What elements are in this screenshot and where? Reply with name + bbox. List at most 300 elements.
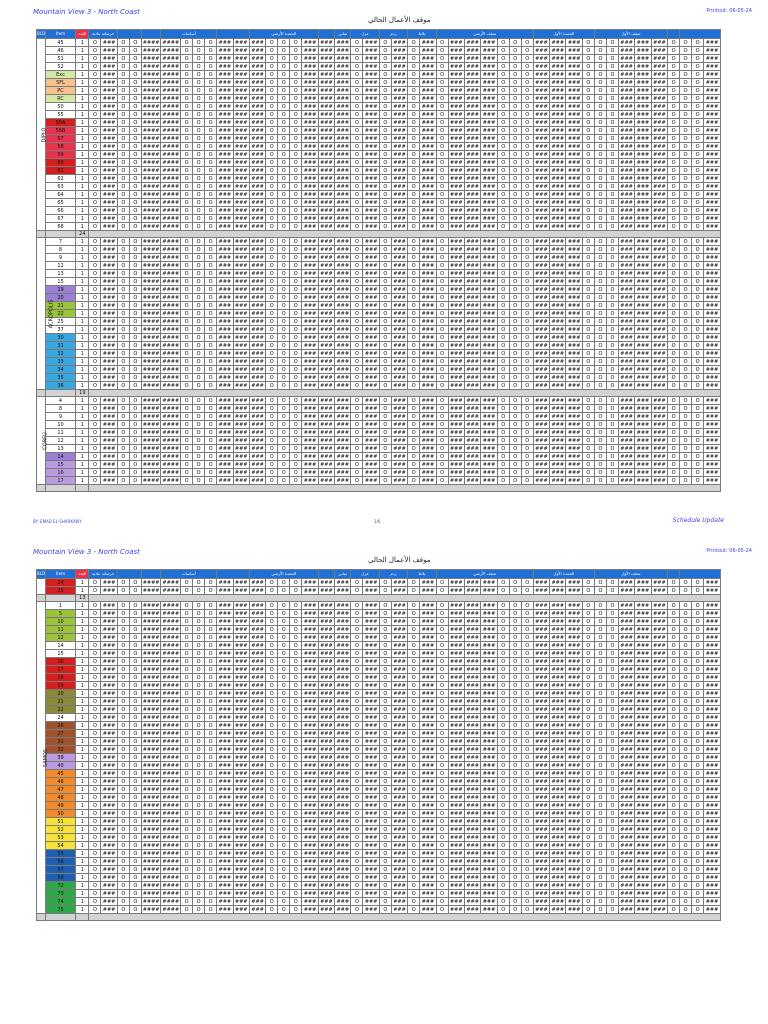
status-cell: ###	[251, 175, 264, 182]
status-cell: ###	[567, 270, 581, 277]
status-cell: O	[278, 786, 290, 794]
status-cell: ###	[653, 278, 666, 285]
status-cell: ###	[364, 294, 378, 301]
status-cell: O	[668, 834, 680, 842]
status-cell: O	[408, 47, 420, 55]
status-cell: O	[290, 294, 302, 302]
status-cell: ###	[320, 587, 333, 594]
status-cell: O	[205, 262, 217, 270]
status-cell: ###	[251, 453, 264, 460]
status-cell: ###	[303, 722, 317, 729]
status-cell: ###	[636, 270, 650, 277]
status-cell: O	[497, 618, 509, 626]
status-cell: O	[351, 770, 363, 778]
status-cell: ###	[567, 318, 581, 325]
status-cell: O	[606, 802, 618, 810]
status-cell: O	[408, 334, 420, 342]
status-cell: O	[205, 818, 217, 826]
status-cell: O	[668, 238, 680, 246]
status-cell: O	[290, 898, 302, 906]
status-cell: O	[521, 111, 533, 119]
status-cell: ####	[142, 71, 160, 78]
status-cell: O	[278, 818, 290, 826]
status-cell: O	[89, 103, 101, 111]
status-cell: O	[205, 55, 217, 63]
status-cell: O	[594, 342, 606, 350]
status-cell: O	[205, 286, 217, 294]
status-cell: ###	[364, 47, 378, 54]
status-cell: 1	[76, 421, 89, 429]
status-cell: ###	[653, 437, 666, 444]
schedule-table	[36, 29, 721, 492]
status-cell: O	[680, 587, 692, 595]
status-cell: ###	[482, 238, 496, 245]
status-cell: ###	[320, 127, 333, 134]
status-cell: ###	[567, 778, 581, 785]
status-cell: O	[594, 366, 606, 374]
status-cell: O	[89, 270, 101, 278]
status-cell: O	[129, 286, 141, 294]
status-cell: ###	[251, 254, 264, 261]
status-cell: O	[379, 477, 391, 485]
status-cell: O	[290, 706, 302, 714]
status-cell: O	[606, 738, 618, 746]
status-cell: ###	[551, 421, 565, 428]
status-cell: ###	[636, 79, 650, 86]
status-cell: O	[117, 770, 129, 778]
status-cell: O	[351, 286, 363, 294]
status-cell: O	[278, 159, 290, 167]
status-cell: O	[266, 254, 278, 262]
status-cell: O	[193, 650, 205, 658]
status-cell: ###	[320, 135, 333, 142]
status-cell: ###	[535, 405, 548, 412]
status-cell: O	[278, 334, 290, 342]
status-cell: O	[117, 103, 129, 111]
status-cell: ###	[551, 642, 565, 649]
status-cell: O	[129, 477, 141, 485]
status-cell: ###	[449, 326, 463, 333]
status-cell: O	[668, 215, 680, 223]
status-cell: ####	[142, 294, 160, 301]
status-cell: O	[668, 429, 680, 437]
status-cell: ###	[303, 602, 317, 609]
status-cell: ###	[535, 690, 548, 697]
status-cell: ###	[704, 477, 721, 485]
table-row	[37, 722, 721, 730]
status-cell: O	[668, 469, 680, 477]
status-cell: O	[129, 151, 141, 159]
status-cell: O	[129, 270, 141, 278]
status-cell: O	[129, 87, 141, 95]
status-cell: O	[205, 382, 217, 390]
status-cell: O	[205, 810, 217, 818]
status-cell: O	[379, 754, 391, 762]
status-cell: ###	[251, 79, 264, 86]
status-cell: ###	[320, 642, 333, 649]
status-cell: O	[436, 223, 448, 231]
status-cell: O	[266, 143, 278, 151]
status-cell: O	[521, 722, 533, 730]
status-cell: O	[692, 882, 704, 890]
status-cell: O	[351, 326, 363, 334]
status-cell: ###	[303, 191, 317, 198]
status-cell: O	[497, 642, 509, 650]
item-cell: 1	[45, 602, 76, 610]
status-cell: O	[379, 342, 391, 350]
status-cell: ###	[364, 746, 378, 753]
status-cell: ###	[620, 730, 633, 737]
status-cell: O	[606, 79, 618, 87]
schedule-table	[36, 569, 721, 921]
status-cell: ###	[567, 834, 581, 841]
status-cell: ###	[567, 818, 581, 825]
status-cell: O	[436, 342, 448, 350]
status-cell: O	[497, 334, 509, 342]
status-cell: ###	[551, 762, 565, 769]
status-cell: ####	[162, 874, 180, 881]
status-cell: ###	[620, 802, 633, 809]
status-cell: 1	[76, 890, 89, 898]
status-cell: ###	[620, 223, 633, 230]
status-cell: ###	[535, 890, 548, 897]
table-row	[37, 39, 721, 47]
item-cell: 63	[45, 183, 76, 191]
status-cell: ###	[234, 477, 248, 484]
column-header-group: الحمدة الأول	[533, 30, 594, 39]
status-cell: ###	[336, 215, 350, 222]
status-cell: ###	[704, 579, 721, 587]
status-cell: ###	[636, 890, 650, 897]
status-cell: ###	[653, 858, 666, 865]
status-cell: ###	[567, 191, 581, 198]
status-cell: ###	[303, 294, 317, 301]
status-cell: O	[193, 842, 205, 850]
status-cell: O	[680, 159, 692, 167]
status-cell: O	[351, 858, 363, 866]
status-cell: ###	[482, 167, 496, 174]
status-cell: ####	[162, 666, 180, 673]
status-cell: ###	[653, 650, 666, 657]
status-cell: ###	[551, 682, 565, 689]
item-cell: 57	[45, 135, 76, 143]
status-cell: O	[290, 286, 302, 294]
status-cell: O	[692, 374, 704, 382]
status-cell: O	[89, 151, 101, 159]
status-cell: O	[193, 858, 205, 866]
status-cell: ###	[636, 39, 650, 46]
status-cell: ###	[653, 111, 666, 118]
status-cell: O	[497, 326, 509, 334]
status-cell: ####	[142, 207, 160, 214]
status-cell: O	[89, 71, 101, 79]
status-cell: O	[509, 286, 521, 294]
status-cell: ###	[393, 810, 406, 817]
status-cell: ###	[466, 602, 479, 609]
status-cell: O	[129, 183, 141, 191]
status-cell: O	[181, 477, 193, 485]
status-cell: O	[181, 722, 193, 730]
status-cell: ###	[653, 850, 666, 857]
status-cell: ###	[567, 802, 581, 809]
status-cell: ###	[303, 746, 317, 753]
status-cell: O	[89, 302, 101, 310]
status-cell: O	[290, 762, 302, 770]
status-cell: ###	[620, 826, 633, 833]
status-cell: O	[436, 618, 448, 626]
status-cell: O	[582, 71, 594, 79]
status-cell: O	[117, 326, 129, 334]
status-cell: O	[129, 254, 141, 262]
status-cell: ####	[162, 143, 180, 150]
status-cell: O	[379, 730, 391, 738]
status-cell: O	[582, 167, 594, 175]
status-cell: ###	[218, 382, 232, 389]
status-cell: O	[89, 469, 101, 477]
status-cell: O	[205, 794, 217, 802]
status-cell: ###	[421, 802, 435, 809]
status-cell: ###	[620, 183, 633, 190]
status-cell: ###	[567, 477, 581, 484]
status-cell: O	[351, 834, 363, 842]
status-cell: 1	[76, 770, 89, 778]
status-cell: 1	[76, 310, 89, 318]
status-cell: ###	[303, 453, 317, 460]
status-cell: O	[278, 151, 290, 159]
status-cell: ###	[567, 55, 581, 62]
status-cell: ###	[251, 698, 264, 705]
status-cell: ###	[303, 374, 317, 381]
status-cell: ####	[162, 906, 180, 913]
table-body	[37, 39, 721, 492]
status-cell: ###	[336, 358, 350, 365]
status-cell: ####	[142, 358, 160, 365]
status-cell: O	[521, 445, 533, 453]
status-cell: O	[668, 278, 680, 286]
status-cell: ###	[653, 326, 666, 333]
status-cell: ###	[218, 762, 232, 769]
status-cell: O	[680, 103, 692, 111]
status-cell: ###	[320, 866, 333, 873]
status-cell: ###	[482, 754, 496, 761]
status-cell: O	[692, 254, 704, 262]
status-cell: O	[497, 374, 509, 382]
status-cell: ###	[466, 818, 479, 825]
status-cell: O	[582, 87, 594, 95]
status-cell: O	[117, 366, 129, 374]
status-cell: ####	[142, 610, 160, 617]
status-cell: ###	[567, 602, 581, 609]
status-cell: ###	[704, 223, 721, 231]
status-cell: ###	[704, 746, 721, 754]
status-cell: ####	[142, 191, 160, 198]
status-cell: O	[408, 874, 420, 882]
status-cell: O	[205, 310, 217, 318]
status-cell: ###	[466, 770, 479, 777]
status-cell: ###	[234, 318, 248, 325]
status-cell: ###	[218, 602, 232, 609]
status-cell: O	[278, 207, 290, 215]
page-number: 1/6	[374, 519, 381, 524]
status-cell: ###	[653, 47, 666, 54]
status-cell: ###	[102, 119, 116, 126]
status-cell: ###	[102, 421, 116, 428]
status-cell: ###	[364, 706, 378, 713]
status-cell: O	[582, 626, 594, 634]
status-cell: ###	[320, 318, 333, 325]
status-cell: ###	[303, 175, 317, 182]
status-cell: ###	[567, 770, 581, 777]
status-cell: ###	[251, 199, 264, 206]
status-cell: O	[521, 618, 533, 626]
status-cell: ###	[234, 71, 248, 78]
status-cell: ###	[303, 579, 317, 586]
status-cell: O	[680, 682, 692, 690]
status-cell: O	[181, 127, 193, 135]
status-cell: O	[668, 382, 680, 390]
status-cell: ###	[704, 730, 721, 738]
status-cell: ####	[142, 650, 160, 657]
status-cell: O	[290, 738, 302, 746]
status-cell: ###	[482, 682, 496, 689]
status-cell: O	[205, 690, 217, 698]
status-cell: O	[408, 397, 420, 405]
status-cell: O	[497, 461, 509, 469]
status-cell: ###	[535, 135, 548, 142]
status-cell: O	[351, 95, 363, 103]
status-cell: ###	[466, 111, 479, 118]
status-cell: ###	[482, 658, 496, 665]
status-cell: O	[181, 421, 193, 429]
status-cell: ###	[303, 334, 317, 341]
status-cell: O	[351, 866, 363, 874]
status-cell: ###	[466, 127, 479, 134]
status-cell: O	[509, 47, 521, 55]
status-cell: ###	[653, 429, 666, 436]
status-cell: O	[692, 610, 704, 618]
status-cell: ###	[303, 143, 317, 150]
status-cell: ###	[364, 445, 378, 452]
status-cell: O	[205, 898, 217, 906]
status-cell: O	[89, 626, 101, 634]
status-cell: ###	[620, 135, 633, 142]
status-cell: O	[290, 143, 302, 151]
status-cell: ###	[364, 238, 378, 245]
status-cell: ###	[567, 842, 581, 849]
status-cell: O	[692, 469, 704, 477]
status-cell: O	[509, 437, 521, 445]
status-cell: O	[181, 826, 193, 834]
status-cell: ####	[142, 818, 160, 825]
status-cell: ###	[535, 159, 548, 166]
status-cell: O	[351, 405, 363, 413]
status-cell: O	[379, 246, 391, 254]
status-cell: O	[290, 111, 302, 119]
item-cell: 39	[45, 754, 76, 762]
status-cell: O	[379, 874, 391, 882]
status-cell: ###	[653, 794, 666, 801]
status-cell: ###	[704, 682, 721, 690]
status-cell: O	[509, 794, 521, 802]
status-cell: O	[692, 302, 704, 310]
status-cell: ###	[653, 786, 666, 793]
status-cell: O	[680, 898, 692, 906]
status-cell: O	[408, 882, 420, 890]
status-cell: ###	[364, 405, 378, 412]
status-cell: ###	[336, 79, 350, 86]
status-cell: ###	[653, 477, 666, 484]
status-cell: O	[193, 477, 205, 485]
status-cell: O	[408, 730, 420, 738]
status-cell: O	[582, 746, 594, 754]
status-cell: ###	[704, 143, 721, 151]
status-cell: ###	[393, 79, 406, 86]
status-cell: ###	[303, 682, 317, 689]
status-cell: ###	[218, 405, 232, 412]
status-cell: 1	[76, 453, 89, 461]
status-cell: ####	[162, 794, 180, 801]
status-cell: ###	[653, 71, 666, 78]
item-cell: 45	[45, 770, 76, 778]
status-cell: ###	[551, 286, 565, 293]
status-cell: O	[181, 682, 193, 690]
status-cell: ###	[218, 802, 232, 809]
status-cell: ###	[303, 270, 317, 277]
status-cell: O	[606, 254, 618, 262]
status-cell: O	[594, 730, 606, 738]
status-cell: ####	[142, 302, 160, 309]
status-cell: ###	[482, 858, 496, 865]
status-cell: ###	[336, 730, 350, 737]
status-cell: O	[582, 618, 594, 626]
status-cell: O	[606, 866, 618, 874]
status-cell: 1	[76, 579, 89, 587]
status-cell: O	[668, 477, 680, 485]
status-cell: ###	[393, 802, 406, 809]
section-separator	[37, 914, 721, 921]
status-cell: O	[668, 650, 680, 658]
status-cell: O	[117, 397, 129, 405]
status-cell: ###	[336, 469, 350, 476]
status-cell: O	[692, 818, 704, 826]
status-cell: ###	[551, 270, 565, 277]
status-cell: O	[379, 842, 391, 850]
status-cell: ###	[620, 405, 633, 412]
status-cell: O	[668, 626, 680, 634]
status-cell: O	[205, 294, 217, 302]
status-cell: O	[290, 587, 302, 595]
item-cell: 52	[45, 826, 76, 834]
status-cell: O	[436, 413, 448, 421]
status-cell: O	[266, 618, 278, 626]
status-cell: ####	[142, 634, 160, 641]
status-cell: O	[436, 802, 448, 810]
status-cell: O	[193, 445, 205, 453]
status-cell: ###	[102, 445, 116, 452]
status-cell: ###	[449, 602, 463, 609]
status-cell: ####	[162, 722, 180, 729]
status-cell: ###	[251, 786, 264, 793]
item-cell: 72	[45, 882, 76, 890]
status-cell: 1	[76, 111, 89, 119]
status-cell: ###	[303, 842, 317, 849]
status-cell: O	[497, 254, 509, 262]
table-row	[37, 326, 721, 334]
status-cell: O	[129, 634, 141, 642]
status-cell: ###	[421, 642, 435, 649]
status-cell: O	[181, 223, 193, 231]
status-cell: ###	[551, 175, 565, 182]
